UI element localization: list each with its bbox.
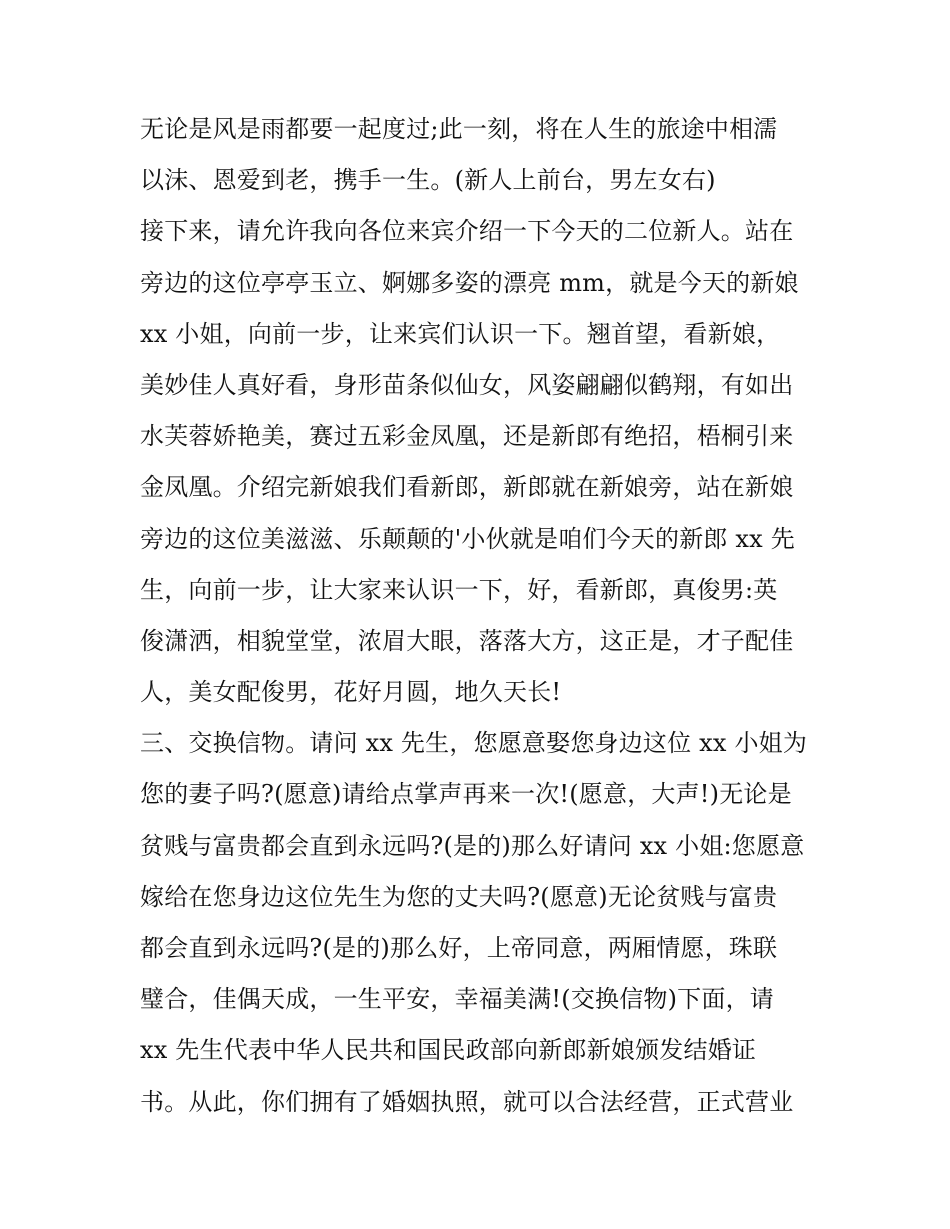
text-line: 您的妻子吗?(愿意)请给点掌声再来一次!(愿意，大声!)无论是 (140, 780, 792, 809)
text-line: 无论是风是雨都要一起度过;此一刻，将在人生的旅途中相濡 (140, 115, 778, 143)
text-line: 嫁给在您身边这位先生为您的丈夫吗?(愿意)无论贫贱与富贵 (140, 882, 778, 911)
text-line: 接下来，请允许我向各位来宾介绍一下今天的二位新人。站在 (140, 217, 794, 246)
document-body (140, 104, 840, 1128)
text-line: xx 小姐，向前一步，让来宾们认识一下。翘首望，看新娘， (140, 319, 781, 348)
text-line: 人，美女配俊男，花好月圆，地久天长! (140, 678, 562, 707)
text-line: 俊潇洒，相貌堂堂，浓眉大眼，落落大方，这正是，才子配佳 (140, 626, 794, 655)
text-line: 书。从此，你们拥有了婚姻执照，就可以合法经营，正式营业 (140, 1087, 794, 1116)
text-line: xx 先生代表中华人民共和国民政部向新郎新娘颁发结婚证 (140, 1036, 757, 1065)
text-line: 金凤凰。介绍完新娘我们看新郎，新郎就在新娘旁，站在新娘 (140, 473, 794, 502)
text-line: 以沫、恩爱到老，携手一生。(新人上前台，男左女右) (140, 166, 716, 195)
text-line: 璧合，佳偶天成，一生平安，幸福美满!(交换信物)下面，请 (140, 985, 774, 1014)
text-line: 三、交换信物。请问 xx 先生，您愿意娶您身边这位 xx 小姐为 (140, 729, 808, 758)
text-line: 生，向前一步，让大家来认识一下，好，看新郎，真俊男:英 (140, 575, 778, 604)
text-line: 旁边的这位亭亭玉立、婀娜多姿的漂亮 mm，就是今天的新娘 (140, 268, 799, 297)
text-line: 美妙佳人真好看，身形苗条似仙女，风姿翩翩似鹤翔，有如出 (140, 370, 794, 399)
text-line: 贫贱与富贵都会直到永远吗?(是的)那么好请问 xx 小姐:您愿意 (140, 831, 805, 860)
text-line: 水芙蓉娇艳美，赛过五彩金凤凰，还是新郎有绝招，梧桐引来 (140, 422, 794, 451)
text-line: 旁边的这位美滋滋、乐颠颠的'小伙就是咱们今天的新郎 xx 先 (140, 524, 795, 553)
text-line: 都会直到永远吗?(是的)那么好，上帝同意，两厢情愿，珠联 (140, 934, 778, 962)
